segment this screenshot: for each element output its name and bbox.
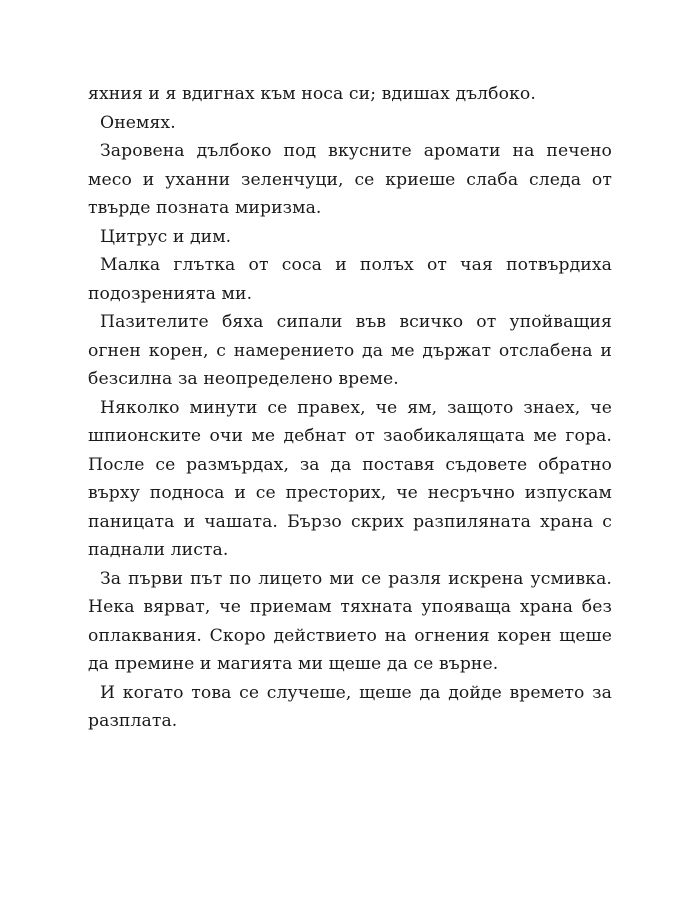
- paragraph: Онемях.: [100, 112, 176, 133]
- paragraph: Заровена дълбоко под вкусните аромати на печено месо и уханни зеленчуци, се криеше слаба следа от твърде позната миризма.: [88, 141, 612, 218]
- paragraph: Цитрус и дим.: [100, 226, 232, 247]
- page-text: [88, 80, 612, 736]
- paragraph: Няколко минути се правех, че ям, защото знаех, че шпионските очи ме дебнат от заобикалящата ме гора. После се размърдах, за да поставя съдовете обратно върху подноса и се престорих, че несръчно изпускам паницата и чашата. Бързо скрих разпиляната храна с паднали листа.: [88, 397, 612, 560]
- paragraph-continuation: яхния и я вдигнах към носа си; вдишах дълбоко.: [88, 84, 536, 104]
- paragraph: За първи път по лицето ми се разля искрена усмивка. Нека вярват, че приемам тяхната упояваща храна без оплаквания. Скоро действието на огнения корен щеше да премине и магията ми щеше да се върне.: [88, 568, 612, 674]
- paragraph: И когато това се случеше, щеше да дойде времето за разплата.: [88, 682, 612, 731]
- paragraph: Малка глътка от соса и полъх от чая потвърдиха подозренията ми.: [88, 255, 612, 304]
- paragraph: Пазителите бяха сипали във всичко от упойващия огнен корен, с намерението да ме държат отслабена и безсилна за неопределено време.: [88, 312, 612, 389]
